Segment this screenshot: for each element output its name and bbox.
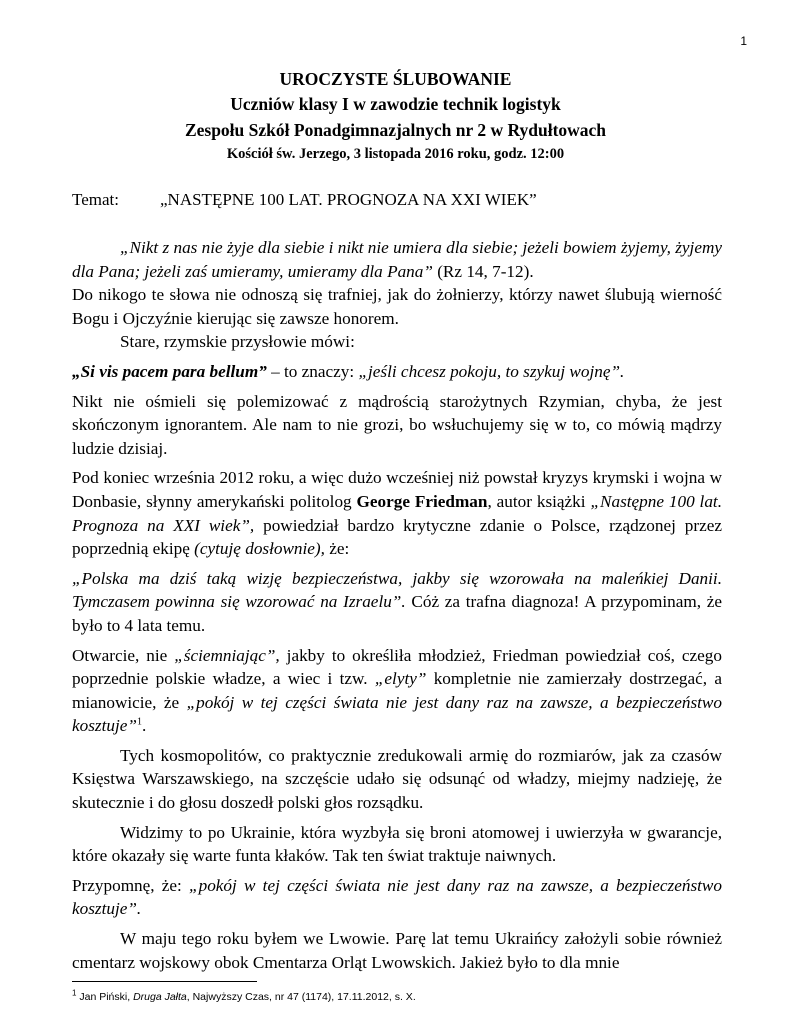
paragraph-7-text: Cóż za trafna diagnoza! A przypominam, że było to 4 lata temu. bbox=[72, 592, 723, 635]
document-body bbox=[72, 236, 722, 980]
latin-proverb: „Si vis pacem para bellum” bbox=[72, 361, 267, 381]
peace-quote: „pokój w tej części świata nie jest dany raz na zawsze, a bezpieczeństwo kosztuje” bbox=[72, 692, 722, 736]
book-title: „Następne 100 lat. Prognoza na XXI wiek”, bbox=[72, 491, 722, 535]
topic-label: Temat: bbox=[72, 190, 119, 209]
paragraph-8-text-c: kompletnie nie zamierzały dostrzegać, a mianowicie, że bbox=[72, 669, 722, 712]
footnote-title: Druga Jałta bbox=[133, 991, 187, 1003]
paragraph-5: Nikt nie ośmieli się polemizować z mądrością starożytnych Rzymian, chyba, że jest skończonym ignorantem. Ale nam to nie grozi, bo wsłuchujemy się w to, co mówią mądrzy ludzie dzisiaj. bbox=[72, 391, 722, 458]
paragraph-6-text-b: , autor książki bbox=[487, 491, 591, 511]
paragraph-6 bbox=[72, 466, 722, 560]
topic-line bbox=[72, 190, 537, 210]
paragraph-4-text: – to znaczy: bbox=[266, 361, 359, 381]
friedman-quote: „Polska ma dziś taką wizję bezpieczeństwa, jakby się wzorowała na maleńkiej Danii. Tymczasem powinna się wzorować na Izraelu”. bbox=[72, 568, 722, 612]
paragraph-11 bbox=[72, 874, 722, 921]
paragraph-12: W maju tego roku byłem we Lwowie. Parę lat temu Ukraińcy założyli sobie również cmentarz wojskowy obok Cmentarza Orląt Lwowskich. Jakież było to dla mnie bbox=[72, 929, 722, 972]
bible-reference: (Rz 14, 7-12). bbox=[432, 261, 534, 281]
paragraph-6-text-a: Pod koniec września 2012 roku, a więc dużo wcześniej niż powstał kryzys krymski i wojna w Donbasie, słynny amerykański politolog bbox=[72, 468, 722, 511]
paragraph-9: Tych kosmopolitów, co praktycznie zredukowali armię do rozmiarów, jak za czasów Księstwa Warszawskiego, na szczęście udało się odsunąć od władzy, miejmy nadzieję, że skutecznie i do głosu doszedł polski głos rozsądku. bbox=[72, 745, 722, 813]
citation-note: (cytuję dosłownie), bbox=[194, 539, 325, 559]
paragraph-4 bbox=[72, 360, 722, 384]
paragraph-8-text-b: jakby to określiła młodzież, Friedman powiedział coś, czego poprzednie polskie władze, a wiec i tzw. bbox=[72, 645, 722, 689]
elity-word: „elyty” bbox=[374, 669, 427, 689]
paragraph-8-end: . bbox=[141, 716, 147, 736]
footnote-author: Jan Piński, bbox=[76, 991, 134, 1003]
proverb-translation: „jeśli chcesz pokoju, to szykuj wojnę”. bbox=[358, 361, 625, 381]
paragraph-2: Do nikogo te słowa nie odnoszą się trafniej, jak do żołnierzy, którzy nawet ślubują wierność Bogu i Ojczyźnie kierując się zawsze honorem. bbox=[72, 285, 722, 328]
header-line-place-date: Kościół św. Jerzego, 3 listopada 2016 roku, godz. 12:00 bbox=[226, 146, 565, 162]
paragraph-6-text-c: powiedział bardzo krytyczne zdanie o Polsce, rządzonej przez poprzednią ekipę bbox=[72, 515, 723, 559]
footnote bbox=[72, 988, 416, 1003]
paragraph-8 bbox=[72, 644, 722, 738]
footnote-separator bbox=[72, 981, 257, 982]
footnote-reference[interactable]: 1 bbox=[136, 716, 142, 728]
peace-quote-repeat: „pokój w tej części świata nie jest dany raz na zawsze, a bezpieczeństwo kosztuje”. bbox=[72, 875, 722, 919]
paragraph-11-text: Przypomnę, że: bbox=[72, 875, 190, 895]
paragraph-8-text-a: Otwarcie, nie bbox=[72, 645, 175, 665]
slang-word: „ściemniając”, bbox=[174, 645, 280, 665]
footnote-mark: 1 bbox=[72, 988, 77, 998]
bible-quote: „Nikt z nas nie żyje dla siebie i nikt nie umiera dla siebie; jeżeli bowiem żyjemy, żyjemy dla Pana; jeżeli zaś umieramy, umieramy dla Pana” bbox=[72, 238, 722, 281]
page-number: 1 bbox=[740, 34, 747, 48]
paragraph-6-text-d: że: bbox=[324, 539, 350, 559]
paragraph-3: Stare, rzymskie przysłowie mówi: bbox=[120, 332, 355, 352]
document-title: UROCZYSTE ŚLUBOWANIE bbox=[279, 69, 512, 89]
header-line-school: Zespołu Szkół Ponadgimnazjalnych nr 2 w Rydułtowach bbox=[184, 120, 607, 140]
header-line-class: Uczniów klasy I w zawodzie technik logistyk bbox=[230, 94, 561, 114]
paragraph-7 bbox=[72, 567, 722, 638]
topic-value: „NASTĘPNE 100 LAT. PROGNOZA NA XXI WIEK” bbox=[160, 190, 537, 209]
paragraph-1 bbox=[72, 236, 722, 283]
author-name: George Friedman bbox=[356, 491, 488, 511]
footnote-details: , Najwyższy Czas, nr 47 (1174), 17.11.2012, s. X. bbox=[186, 991, 416, 1003]
paragraph-10: Widzimy to po Ukrainie, która wyzbyła się broni atomowej i uwierzyła w gwarancje, które okazały się warte funta kłaków. Tak ten świat traktuje naiwnych. bbox=[72, 822, 722, 866]
